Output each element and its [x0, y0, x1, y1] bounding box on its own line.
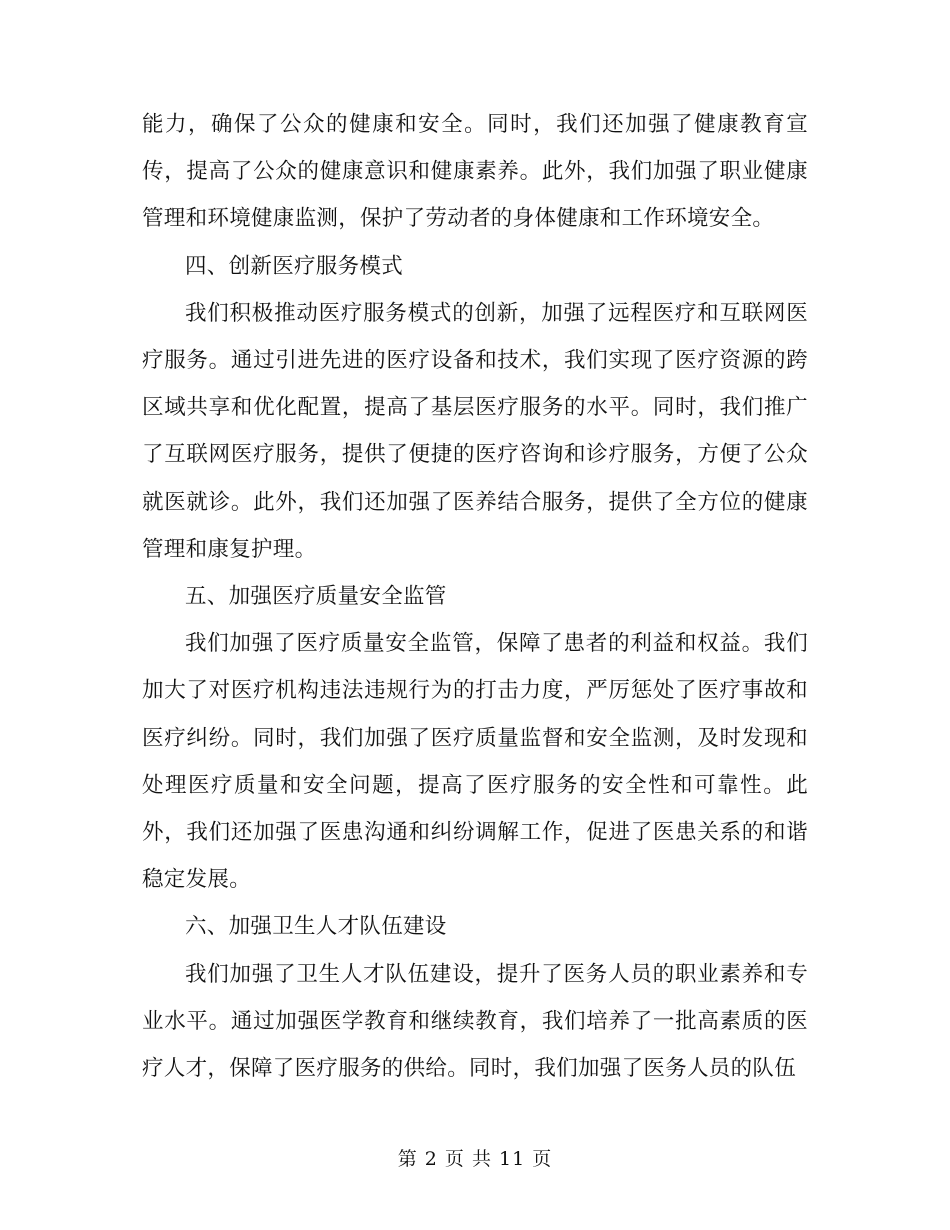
footer-page-word: 页: [444, 1148, 465, 1170]
document-body: [142, 101, 808, 1092]
footer-current-page: 2: [424, 1148, 438, 1170]
paragraph-section-5: 我们加强了医疗质量安全监管，保障了患者的利益和权益。我们加大了对医疗机构违法违规行为的打击力度，严厉惩处了医疗事故和医疗纠纷。同时，我们加强了医疗质量监督和安全监测，及时发现和处理医疗质量和安全问题，提高了医疗服务的安全性和可靠性。此外，我们还加强了医患沟通和纠纷调解工作，促进了医患关系的和谐稳定发展。: [142, 631, 808, 893]
section-heading-6: 六、加强卫生人才队伍建设: [185, 914, 447, 940]
paragraph-section-4: 我们积极推动医疗服务模式的创新，加强了远程医疗和互联网医疗服务。通过引进先进的医疗设备和技术，我们实现了医疗资源的跨区域共享和优化配置，提高了基层医疗服务的水平。同时，我们推广了互联网医疗服务，提供了便捷的医疗咨询和诊疗服务，方便了公众就医就诊。此外，我们还加强了医养结合服务，提供了全方位的健康管理和康复护理。: [142, 300, 808, 562]
footer-total-pages: 11: [499, 1148, 526, 1170]
footer-suffix: 页: [532, 1148, 553, 1170]
paragraph-section-6: 我们加强了卫生人才队伍建设，提升了医务人员的职业素养和专业水平。通过加强医学教育和继续教育，我们培养了一批高素质的医疗人才，保障了医疗服务的供给。同时，我们加强了医务人员的队伍: [142, 961, 808, 1082]
section-heading-4: 四、创新医疗服务模式: [185, 253, 404, 279]
section-heading-5: 五、加强医疗质量安全监管: [185, 584, 447, 610]
paragraph-continuation: 能力，确保了公众的健康和安全。同时，我们还加强了健康教育宣传，提高了公众的健康意识和健康素养。此外，我们加强了职业健康管理和环境健康监测，保护了劳动者的身体健康和工作环境安全。: [142, 112, 808, 232]
footer-total-word: 共: [471, 1148, 492, 1170]
page-number-footer: [0, 1147, 950, 1171]
footer-prefix: 第: [397, 1148, 418, 1170]
